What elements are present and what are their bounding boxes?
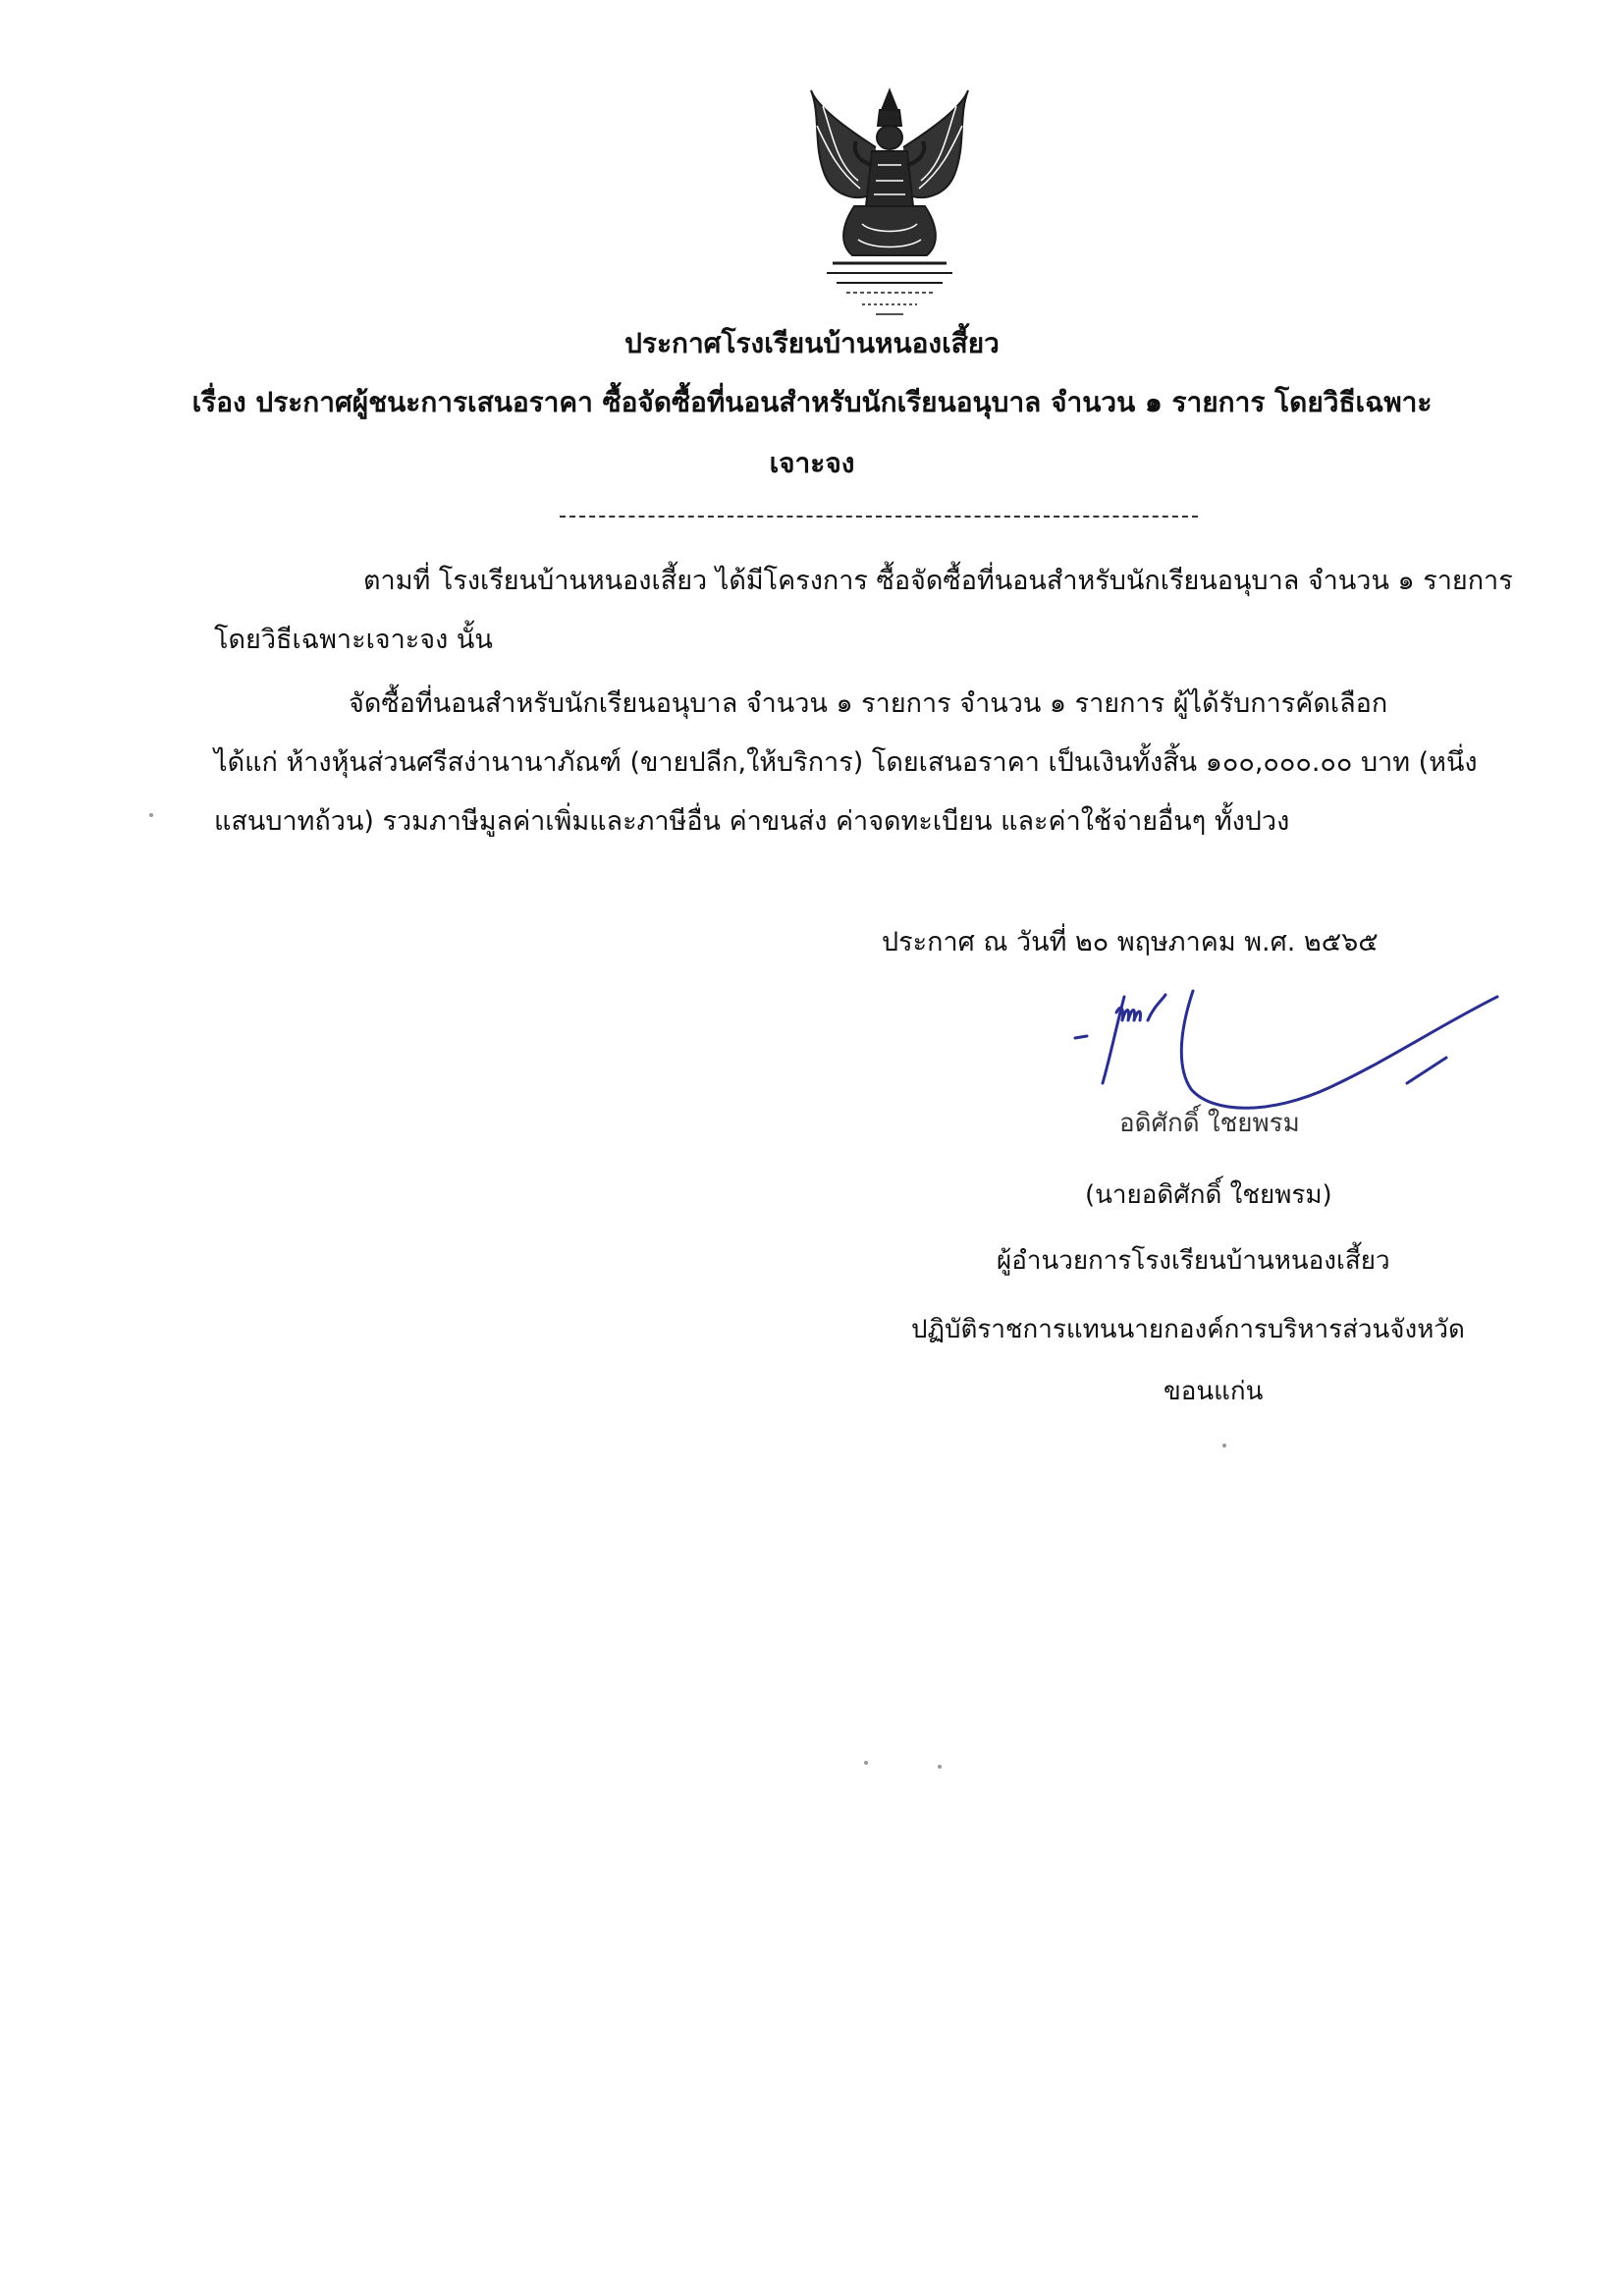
scan-speck bbox=[864, 1761, 868, 1765]
document-subject: เรื่อง ประกาศผู้ชนะการเสนอราคา ซื้อจัดซื้อที่นอนสำหรับนักเรียนอนุบาล จำนวน ๑ รายการ โดยวิธีเฉพาะ bbox=[191, 386, 1433, 418]
announcement-date: ประกาศ ณ วันที่ ๒๐ พฤษภาคม พ.ศ. ๒๕๖๕ bbox=[882, 927, 1379, 957]
document-title: ประกาศโรงเรียนบ้านหนองเสี้ยว bbox=[624, 327, 1000, 359]
paragraph-2-line-1: จัดซื้อที่นอนสำหรับนักเรียนอนุบาล จำนวน ๑ รายการ จำนวน ๑ รายการ ผู้ได้รับการคัดเลือก bbox=[349, 688, 1388, 719]
signatory-acting-position: ปฏิบัติราชการแทนนายกองค์การบริหารส่วนจังหวัด bbox=[911, 1315, 1465, 1344]
signatory-position: ผู้อำนวยการโรงเรียนบ้านหนองเสี้ยว bbox=[997, 1246, 1390, 1276]
header-divider bbox=[560, 516, 1198, 518]
paragraph-1-line-2: โดยวิธีเฉพาะเจาะจง นั้น bbox=[214, 625, 493, 655]
garuda-emblem-icon bbox=[803, 86, 976, 318]
scan-speck bbox=[149, 813, 153, 817]
paragraph-2-line-2: ได้แก่ ห้างหุ้นส่วนศรีสง่านานาภัณฑ์ (ขายปลีก,ให้บริการ) โดยเสนอราคา เป็นเงินทั้งสิ้น ๑๐๐,๐๐๐.๐๐ บาท (หนึ่ง bbox=[214, 747, 1478, 778]
scan-speck bbox=[938, 1765, 942, 1769]
signatory-province: ขอนแก่น bbox=[1164, 1377, 1264, 1406]
document-subject-continued: เจาะจง bbox=[769, 447, 855, 479]
paragraph-2-line-3: แสนบาทถ้วน) รวมภาษีมูลค่าเพิ่มและภาษีอื่น ค่าขนส่ง ค่าจดทะเบียน และค่าใช้จ่ายอื่นๆ ทั้งปวง bbox=[214, 806, 1290, 837]
scan-speck bbox=[1222, 1444, 1226, 1448]
signatory-full-name: (นายอดิศักดิ์ ใชยพรม) bbox=[1085, 1180, 1332, 1210]
paragraph-1-line-1: ตามที่ โรงเรียนบ้านหนองเสี้ยว ได้มีโครงการ ซื้อจัดซื้อที่นอนสำหรับนักเรียนอนุบาล จำนวน ๑ รายการ bbox=[363, 566, 1513, 596]
signatory-name: อดิศักดิ์ ใชยพรม bbox=[1119, 1109, 1300, 1138]
